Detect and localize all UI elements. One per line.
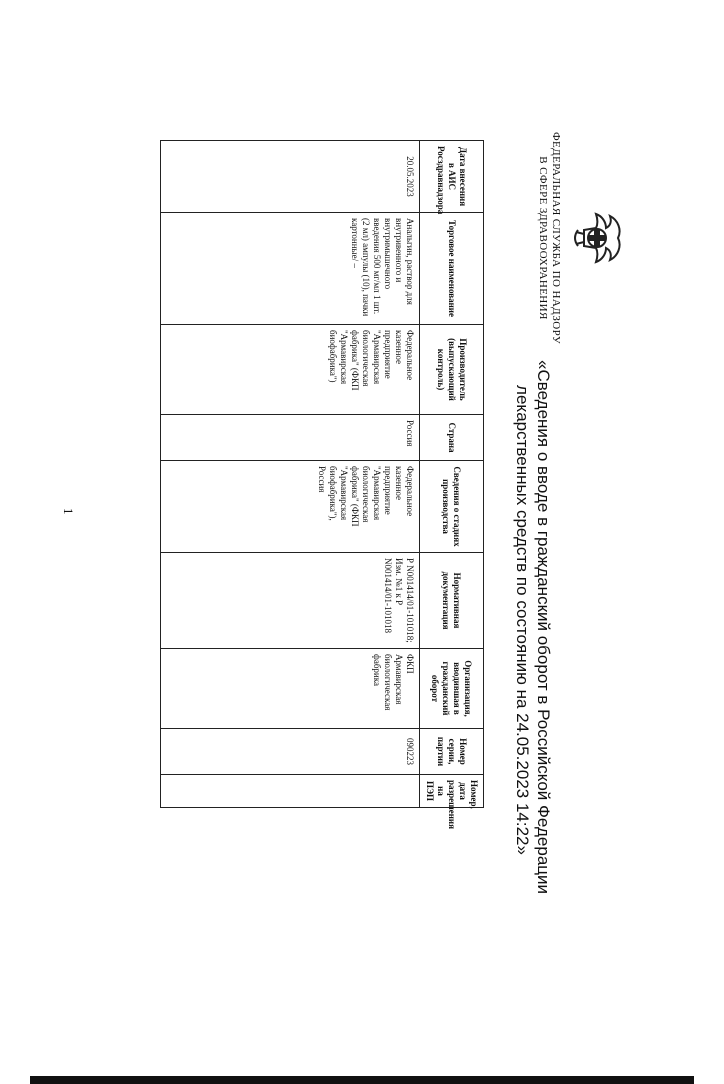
cell-permit [161, 775, 420, 808]
cell-normative-doc: Р N001414/01-101018; Изм. №1 к Р N001414/01-101018 [161, 553, 420, 649]
cell-trade-name: Анальгин, раствор для внутривенного и внутримышечного введения 500 мг/мл 1 шт. (2 мл) ампулы (10), пачки картонные/ – [161, 213, 420, 325]
table-row [161, 141, 420, 808]
cell-batch: 090223 [161, 729, 420, 775]
table-header-row [420, 141, 484, 808]
coat-of-arms-icon [572, 208, 624, 268]
cell-date: 20.05.2023 [161, 141, 420, 213]
col-header-manufacturer: Производитель (выпускающий контроль) [420, 325, 484, 415]
cell-stages: Федеральное казенное предприятие "Армавирская биологическая фабрика" (ФКП "Армавирская биофабрика"), Россия [161, 461, 420, 553]
col-header-stages: Сведения о стадиях производства [420, 461, 484, 553]
scan-bottom-border [30, 1076, 694, 1084]
cell-manufacturer: Федеральное казенное предприятие "Армавирская биологическая фабрика" (ФКП "Армавирская биофабрика") [161, 325, 420, 415]
title-line-1: «Сведения о вводе в гражданский оборот в Российской Федерации [534, 360, 553, 895]
col-header-normative-doc: Нормативная документация [420, 553, 484, 649]
col-header-batch: Номер серии, партии [420, 729, 484, 775]
title-line-2: лекарственных средств по состоянию на 24.05.2023 14:22» [513, 385, 532, 855]
col-header-organization: Организация, вводившая в гражданский оборот [420, 649, 484, 729]
col-header-date: Дата внесения в АИС Росздравнадзора [420, 141, 484, 213]
col-header-permit: Номер, дата разрешения на ПЭП [420, 775, 484, 808]
agency-line-1: ФЕДЕРАЛЬНАЯ СЛУЖБА ПО НАДЗОРУ [550, 131, 562, 345]
page-number: 1 [61, 508, 76, 515]
col-header-country: Страна [420, 415, 484, 461]
agency-line-2: В СФЕРЕ ЗДРАВООХРАНЕНИЯ [537, 156, 549, 320]
drug-registry-table [160, 140, 484, 829]
document-title [512, 360, 554, 895]
col-header-trade-name: Торговое наименование [420, 213, 484, 325]
agency-name [536, 118, 562, 358]
cell-country: Россия [161, 415, 420, 461]
cell-organization: ФКП Армавирская биологическая фабрика [161, 649, 420, 729]
